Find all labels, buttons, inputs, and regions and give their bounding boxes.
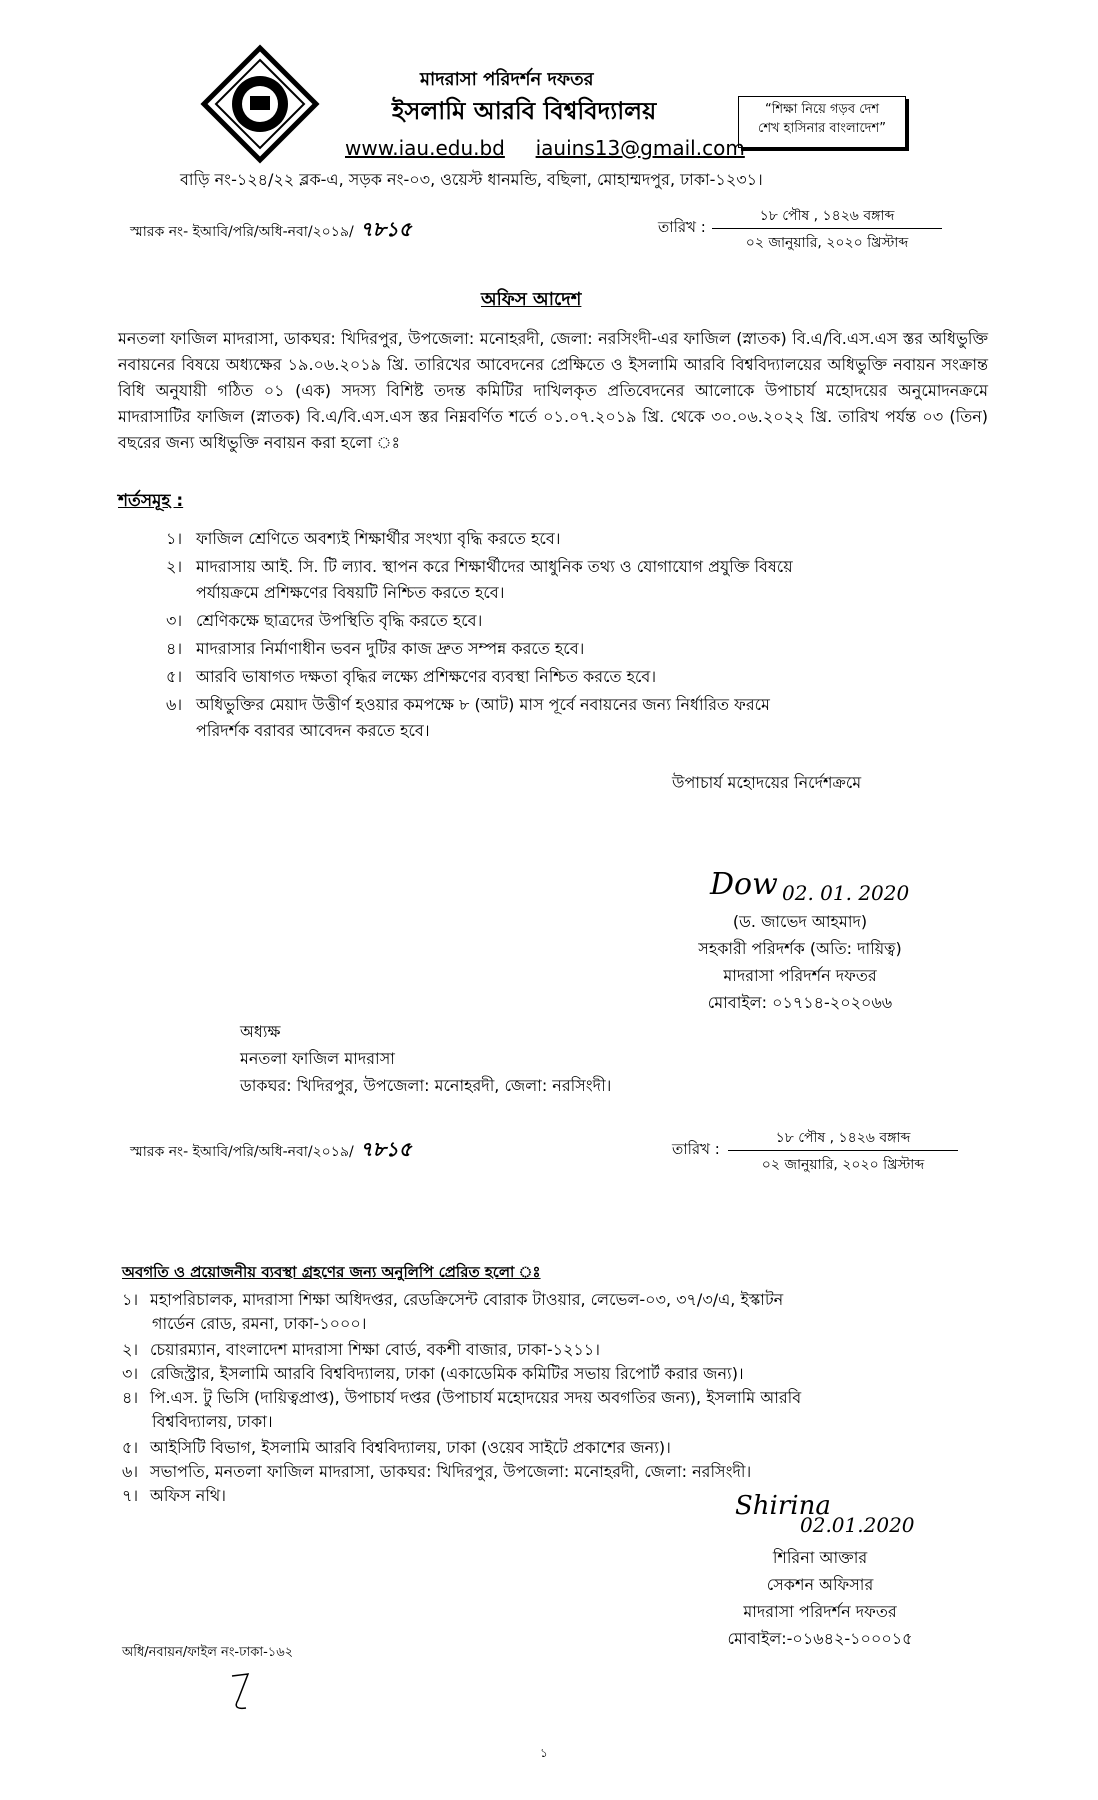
- office-name: মাদরাসা পরিদর্শন দফতর: [420, 69, 594, 90]
- date-english: ০২ জানুয়ারি, ২০২০ খ্রিস্টাব্দ: [712, 228, 942, 255]
- signer-2-block: [680, 1544, 960, 1652]
- cc-item: ৫। আইসিটি বিভাগ, ইসলামি আরবি বিশ্ববিদ্যালয়, ঢাকা (ওয়েব সাইটে প্রকাশের জন্য)।: [122, 1438, 671, 1457]
- signer-1-designation: সহকারী পরিদর্শক (অতি: দায়িত্ব): [698, 939, 902, 958]
- cc-item: ১। মহাপরিচালক, মাদরাসা শিক্ষা অধিদপ্তর, রেডক্রিসেন্ট বোরাক টাওয়ার, লেভেল-০৩, ৩৭/৩/এ, ইস্কাটন গার্ডেন রোড, রমনা, ঢাকা-১০০০।: [122, 1290, 784, 1333]
- address: বাড়ি নং-১২৪/২২ ব্লক-এ, সড়ক নং-০৩, ওয়েস্ট ধানমন্ডি, বছিলা, মোহাম্মদপুর, ঢাকা-১২৩১।: [180, 170, 763, 189]
- contact-line: [345, 135, 745, 161]
- date-bangla: ১৮ পৌষ , ১৪২৬ বঙ্গাব্দ: [775, 1130, 911, 1146]
- cc-item: ৪। পি.এস. টু ভিসি (দায়িত্বপ্রাপ্ত), উপাচার্য দপ্তর (উপাচার্য মহোদয়ের সদয় অবগতির জন্য), ইসলামি আরবি বিশ্ববিদ্যালয়, ঢাকা।: [122, 1388, 802, 1431]
- slogan-line-1: “শিক্ষা নিয়ে গড়ব দেশ: [764, 102, 880, 117]
- signer-1-mobile: মোবাইল: ০১৭১৪-২০২০৬৬: [707, 993, 893, 1012]
- date-label: তারিখ :: [658, 218, 706, 236]
- cc-item: ২। চেয়ারম্যান, বাংলাদেশ মাদরাসা শিক্ষা বোর্ড, বকশী বাজার, ঢাকা-১২১১।: [122, 1340, 600, 1359]
- reference-line-2: [130, 1136, 412, 1162]
- vc-instruction: উপাচার্য মহোদয়ের নির্দেশক্রমে: [672, 773, 862, 792]
- document-title: অফিস আদেশ: [481, 289, 582, 310]
- condition-item: ৪। মাদরাসার নির্মাণাধীন ভবন দুটির কাজ দ্রুত সম্পন্ন করতে হবে।: [166, 639, 585, 658]
- page-number: ১: [540, 1746, 548, 1760]
- signer-1-name: (ড. জাভেদ আহমাদ): [732, 912, 868, 931]
- date-bangla: ১৮ পৌষ , ১৪২৬ বঙ্গাব্দ: [759, 208, 895, 224]
- cc-item: ৭। অফিস নথি।: [122, 1486, 226, 1505]
- condition-item: ৫। আরবি ভাষাগত দক্ষতা বৃদ্ধির লক্ষ্যে প্রশিক্ষণের ব্যবস্থা নিশ্চিত করতে হবে।: [166, 667, 657, 686]
- signer-2-designation: সেকশন অফিসার: [766, 1575, 874, 1594]
- date-block-2: [728, 1126, 958, 1177]
- signer-2-office: মাদরাসা পরিদর্শন দফতর: [743, 1602, 897, 1621]
- recipient-block: [240, 1018, 611, 1099]
- signature-1: Dow: [710, 867, 778, 902]
- signer-2-mobile: মোবাইল:-০১৬৪২-১০০০১৫: [727, 1629, 913, 1648]
- handwritten-mark-icon: [228, 1670, 258, 1714]
- condition-item: ৩। শ্রেণিকক্ষে ছাত্রদের উপস্থিতি বৃদ্ধি করতে হবে।: [166, 611, 483, 630]
- signature-2: Shirina: [735, 1491, 831, 1521]
- date-label: তারিখ :: [672, 1140, 720, 1158]
- body-paragraph: মনতলা ফাজিল মাদরাসা, ডাকঘর: খিদিরপুর, উপজেলা: মনোহরদী, জেলা: নরসিংদী-এর ফাজিল (স্নাতক) বি.এ/বি.এস.এস স্তর অধিভুক্তি নবায়নের বিষয়ে অধ্যক্ষের ১৯.০৬.২০১৯ খ্রি. তারিখের আবেদনের প্রেক্ষিতে ও ইসলামি আরবি বিশ্ববিদ্যালয়ের অধিভুক্তি নবায়ন সংক্রান্ত বিধি অনুযায়ী গঠিত ০১ (এক) সদস্য বিশিষ্ট তদন্ত কমিটির দাখিলকৃত প্রতিবেদনের আলোকে উপাচার্য মহোদয়ের অনুমোদনক্রমে মাদরাসাটির ফাজিল (স্নাতক) বি.এ/বি.এস.এস স্তর নিম্নবর্ণিত শর্তে ০১.০৭.২০১৯ খ্রি. থেকে ৩০.০৬.২০২২ খ্রি. তারিখ পর্যন্ত ০৩ (তিন) বছরের জন্য অধিভুক্তি নবায়ন করা হলো ঃ: [118, 329, 988, 452]
- signer-1-block: [650, 908, 950, 1016]
- reference-line-1: [130, 216, 412, 242]
- cc-item: ৬। সভাপতি, মনতলা ফাজিল মাদরাসা, ডাকঘর: খিদিরপুর, উপজেলা: মনোহরদী, জেলা: নরসিংদী।: [122, 1462, 752, 1481]
- condition-item: ২। মাদরাসায় আই. সি. টি ল্যাব. স্থাপন করে শিক্ষার্থীদের আধুনিক তথ্য ও যোগাযোগ প্রযুক্তি বিষয়ে পর্যায়ক্রমে প্রশিক্ষণের বিষয়টি নিশ্চিত করতে হবে।: [166, 557, 793, 602]
- slogan-box: [738, 96, 906, 148]
- reference-label: স্মারক নং- ইআবি/পরি/অধি-নবা/২০১৯/: [130, 1144, 354, 1160]
- condition-item: ১। ফাজিল শ্রেণিতে অবশ্যই শিক্ষার্থীর সংখ্যা বৃদ্ধি করতে হবে।: [166, 529, 561, 548]
- date-block-1: [712, 204, 942, 255]
- signer-2-name: শিরিনা আক্তার: [772, 1548, 868, 1567]
- signature-1-date: 02. 01. 2020: [782, 881, 910, 905]
- recipient-title: অধ্যক্ষ: [240, 1022, 281, 1041]
- email-link[interactable]: iauins13@gmail.com: [535, 136, 745, 160]
- recipient-institution: মনতলা ফাজিল মাদরাসা: [240, 1049, 395, 1068]
- reference-label: স্মারক নং- ইআবি/পরি/অধি-নবা/২০১৯/: [130, 224, 354, 240]
- university-seal-icon: [200, 44, 320, 164]
- signature-2-date: 02.01.2020: [800, 1513, 915, 1537]
- cc-item: ৩। রেজিস্ট্রার, ইসলামি আরবি বিশ্ববিদ্যালয়, ঢাকা (একাডেমিক কমিটির সভায় রিপোর্ট করার জন্য)।: [122, 1364, 744, 1383]
- date-english: ০২ জানুয়ারি, ২০২০ খ্রিস্টাব্দ: [728, 1150, 958, 1177]
- memo-number: ৭৮১৫: [359, 1137, 412, 1161]
- university-name: ইসলামি আরবি বিশ্ববিদ্যালয়: [392, 97, 657, 125]
- file-reference: অধি/নবায়ন/ফাইল নং-ঢাকা-১৬২: [122, 1645, 294, 1660]
- memo-number: ৭৮১৫: [359, 217, 412, 241]
- condition-item: ৬। অধিভুক্তির মেয়াদ উত্তীর্ণ হওয়ার কমপক্ষে ৮ (আট) মাস পূর্বে নবায়নের জন্য নির্ধারিত ফরমে পরিদর্শক বরাবর আবেদন করতে হবে।: [166, 695, 770, 740]
- conditions-heading: শর্তসমূহ :: [118, 491, 184, 511]
- slogan-line-2: শেখ হাসিনার বাংলাদেশ”: [758, 120, 886, 136]
- recipient-address: ডাকঘর: খিদিরপুর, উপজেলা: মনোহরদী, জেলা: নরসিংদী।: [240, 1076, 612, 1095]
- signer-1-office: মাদরাসা পরিদর্শন দফতর: [723, 966, 877, 985]
- cc-heading: অবগতি ও প্রয়োজনীয় ব্যবস্থা গ্রহণের জন্য অনুলিপি প্রেরিত হলো ঃ: [122, 1263, 541, 1281]
- website-link[interactable]: www.iau.edu.bd: [345, 136, 505, 160]
